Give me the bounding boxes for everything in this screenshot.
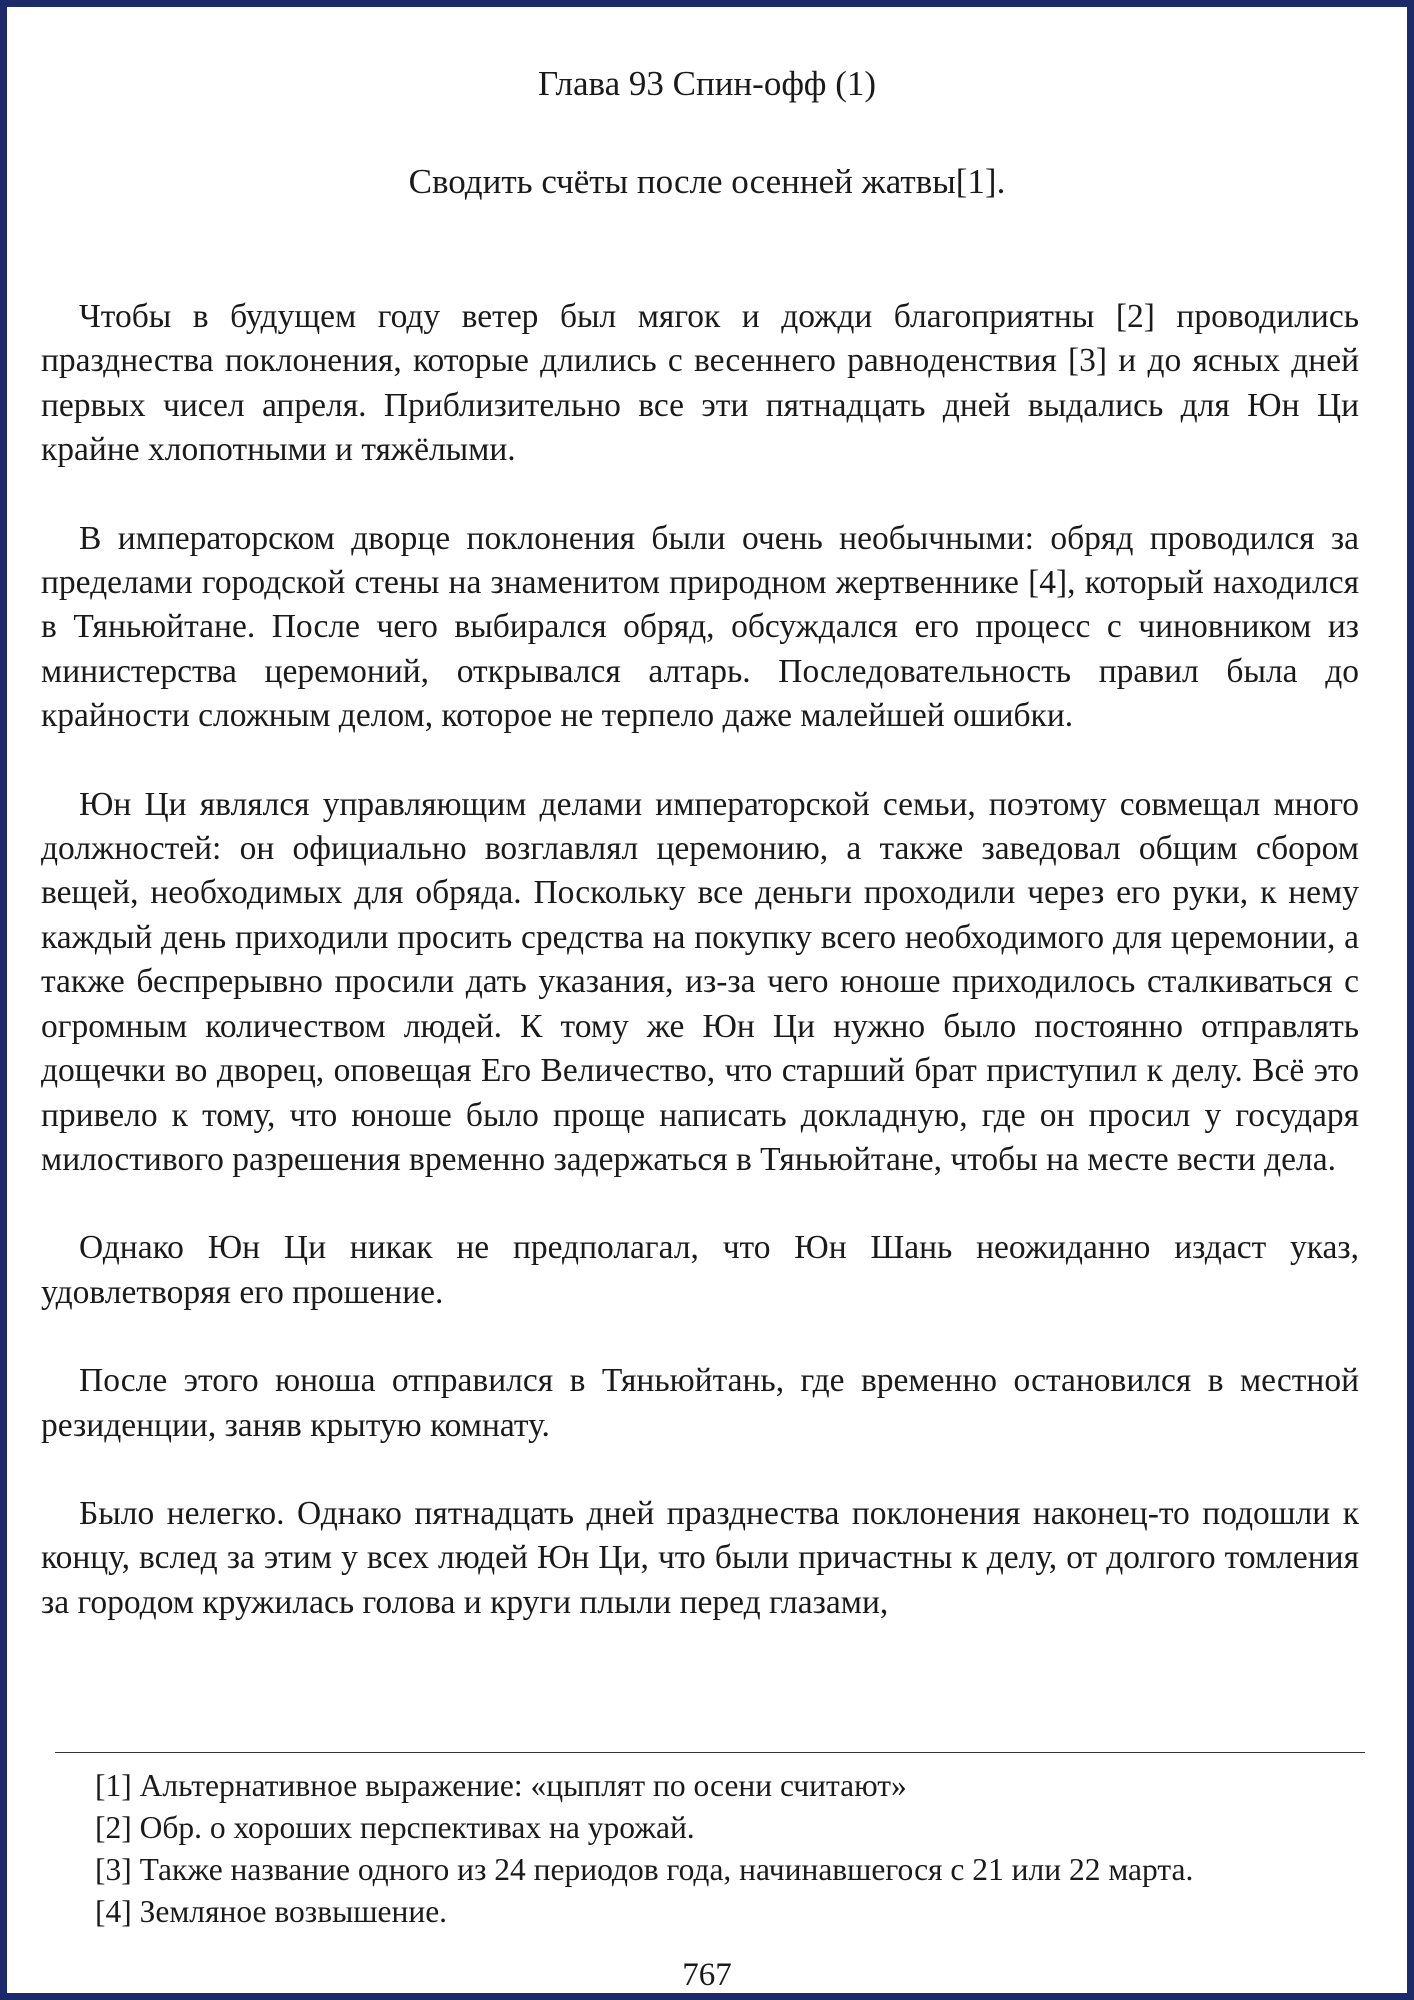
paragraph: Чтобы в будущем году ветер был мягок и дожди благоприятны [2] проводились празднества поклонения, которые длились с весеннего равноденствия [3] и до ясных дней первых чисел апреля. Приблизительно все эти пятнадцать дней выдались для Юн Ци крайне хлопотными и тяжёлыми. <box>41 298 1359 469</box>
paragraph: Однако Юн Ци никак не предполагал, что Юн Шань неожиданно издаст указ, удовлетворяя его прошение. <box>41 1229 1359 1311</box>
paragraph: После этого юноша отправился в Тяньюйтань, где временно остановился в местной резиденции, заняв крытую комнату. <box>41 1362 1359 1444</box>
footnotes <box>95 1765 1393 1933</box>
footnote: [3] Также название одного из 24 периодов года, начинавшегося с 21 или 22 марта. <box>95 1852 1194 1887</box>
paragraph: В императорском дворце поклонения были очень необычными: обряд проводился за пределами городской стены на знаменитом природном жертвеннике [4], который находился в Тяньюйтане. После чего выбирался обряд, обсуждался его процесс с чиновником из министерства церемоний, открывался алтарь. Последовательность правил была до крайности сложным делом, которое не терпело даже малейшей ошибки. <box>41 519 1359 735</box>
footnote: [2] Обр. о хороших перспективах на урожай. <box>95 1810 695 1845</box>
chapter-subtitle: Сводить счёты после осенней жатвы[1]. <box>408 162 1006 201</box>
page-number: 767 <box>682 1957 732 1993</box>
paragraph: Было нелегко. Однако пятнадцать дней празднества поклонения наконец-то подошли к концу, вслед за этим у всех людей Юн Ци, что были причастны к делу, от долгого томления за городом кружилась голова и круги плыли перед глазами, <box>41 1494 1359 1621</box>
footnote-divider <box>55 1752 1365 1753</box>
footnote: [4] Земляное возвышение. <box>95 1894 448 1929</box>
paragraph: Юн Ци являлся управляющим делами императорской семьи, поэтому совмещал много должностей: он официально возглавлял церемонию, а также заведовал общим сбором вещей, необходимых для обряда. Поскольку все деньги проходили через его руки, к нему каждый день приходили просить средства на покупку всего необходимого для церемонии, а также беспрерывно просили дать указания, из-за чего юноше приходилось сталкиваться с огромным количеством людей. К тому же Юн Ци нужно было постоянно отправлять дощечки во дворец, оповещая Его Величество, что старший брат приступил к делу. Всё это привело к тому, что юноше было проще написать докладную, где он просил у государя милостивого разрешения временно задержаться в Тяньюйтане, чтобы на месте вести дела. <box>41 785 1359 1178</box>
chapter-title: Глава 93 Спин-офф (1) <box>537 64 877 103</box>
footnote: [1] Альтернативное выражение: «цыплят по осени считают» <box>95 1768 907 1803</box>
body-text <box>41 295 1359 1669</box>
